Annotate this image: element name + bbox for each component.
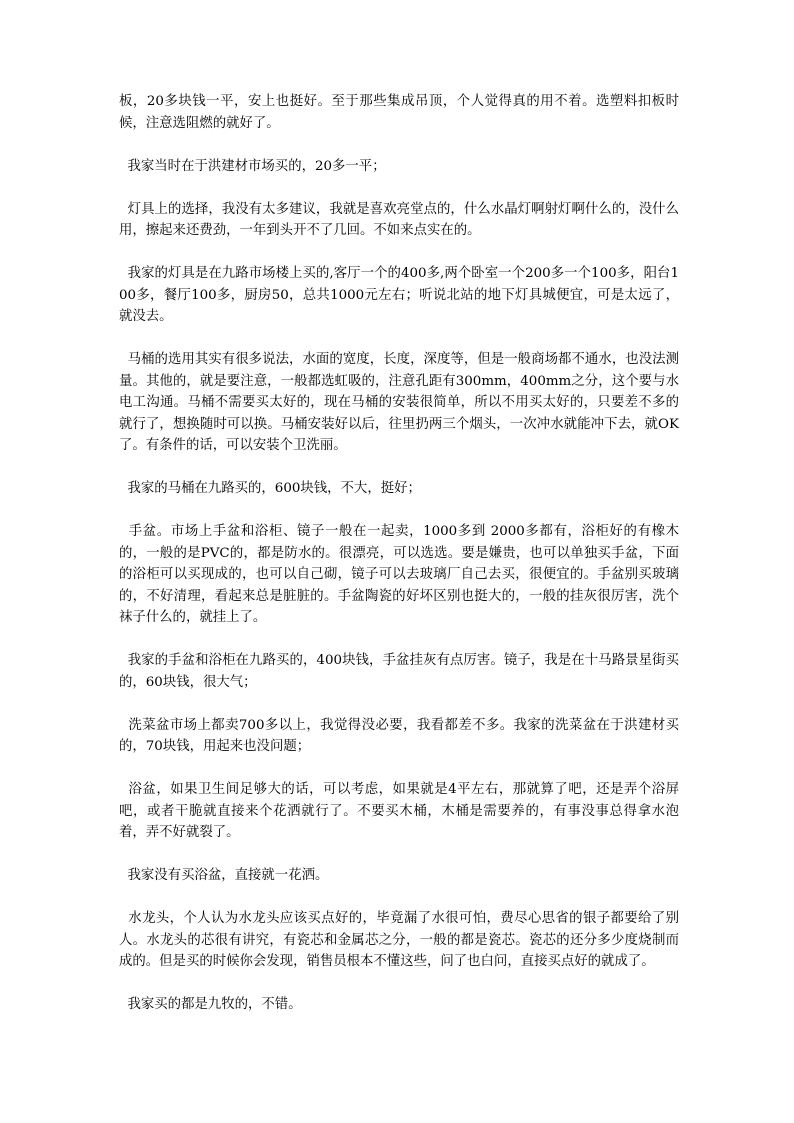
paragraph-bathtub-purchase: 我家没有买浴盆，直接就一花洒。	[119, 868, 329, 883]
paragraph-basin-tips: 手盆。市场上手盆和浴柜、镜子一般在一起卖，1000多到 2000多都有，浴柜好的有橡木的，一般的是PVC的，都是防水的。很漂亮，可以选选。要是嫌贵，也可以单独买手盆，下面的浴柜可以买现成的，也可以自己砌，镜子可以去玻璃厂自己去买，很便宜的。手盆别买玻璃的，不好清理，看起来总是脏脏的。手盆陶瓷的好坏区别也挺大的，一般的挂灰很厉害，洗个袜子什么的，就挂上了。	[119, 524, 679, 625]
paragraph-faucet-tips: 水龙头，个人认为水龙头应该买点好的，毕竟漏了水很可怕，费尽心思省的银子都要给了别人。水龙头的芯很有讲究，有瓷芯和金属芯之分，一般的都是瓷芯。瓷芯的还分多少度烧制而成的。但是买的时候你会发现，销售员根本不懂这些，问了也白问，直接买点好的就成了。	[119, 911, 680, 969]
document-body	[119, 91, 679, 1016]
paragraph-toilet-purchase: 我家的马桶在九路买的，600块钱，不大，挺好；	[119, 481, 421, 496]
paragraph-ceiling-purchase: 我家当时在于洪建材市场买的，20多一平；	[119, 158, 386, 174]
paragraph-bathtub-tips: 浴盆，如果卫生间足够大的话，可以考虑，如果就是4平左右，那就算了吧，还是弄个浴屏吧，或者干脆就直接来个花洒就行了。不要买木桶，木桶是需要养的，有事没事总得拿水泡着，弄不好就裂了。	[119, 782, 679, 840]
paragraph-lighting-tips: 灯具上的选择，我没有太多建议，我就是喜欢亮堂点的，什么水晶灯啊射灯啊什么的，没什么用，擦起来还费劲，一年到头开不了几回。不如来点实在的。	[119, 201, 680, 238]
paragraph-ceiling-tips: 板，20多块钱一平，安上也挺好。至于那些集成吊顶，个人觉得真的用不着。选塑料扣板时候，注意选阻燃的就好了。	[119, 94, 679, 131]
paragraph-faucet-purchase: 我家买的都是九牧的，不错。	[119, 997, 302, 1012]
paragraph-toilet-tips: 马桶的选用其实有很多说法，水面的宽度，长度，深度等，但是一般商场都不通水，也没法测量。其他的，就是要注意，一般都选虹吸的，注意孔距有300mm，400mm之分，这个要与水电工沟通。马桶不需要买太好的，现在马桶的安装很简单，所以不用买太好的，只要差不多的就行了，想换随时可以换。马桶安装好以后，往里扔两三个烟头，一次冲水就能冲下去，就OK了。有条件的话，可以安装个卫洗丽。	[119, 352, 680, 453]
paragraph-lighting-purchase: 我家的灯具是在九路市场楼上买的,客厅一个的400多,两个卧室一个200多一个100多，阳台100多，餐厅100多，厨房50，总共1000元左右；听说北站的地下灯具城便宜，可是太远了，就没去。	[119, 266, 679, 324]
paragraph-sink: 洗菜盆市场上都卖700多以上，我觉得没必要，我看都差不多。我家的洗菜盆在于洪建材买的，70块钱，用起来也没问题；	[119, 717, 679, 754]
paragraph-basin-purchase: 我家的手盆和浴柜在九路买的，400块钱，手盆挂灰有点厉害。镜子，我是在十马路景星街买的，60块钱，很大气；	[119, 653, 680, 690]
